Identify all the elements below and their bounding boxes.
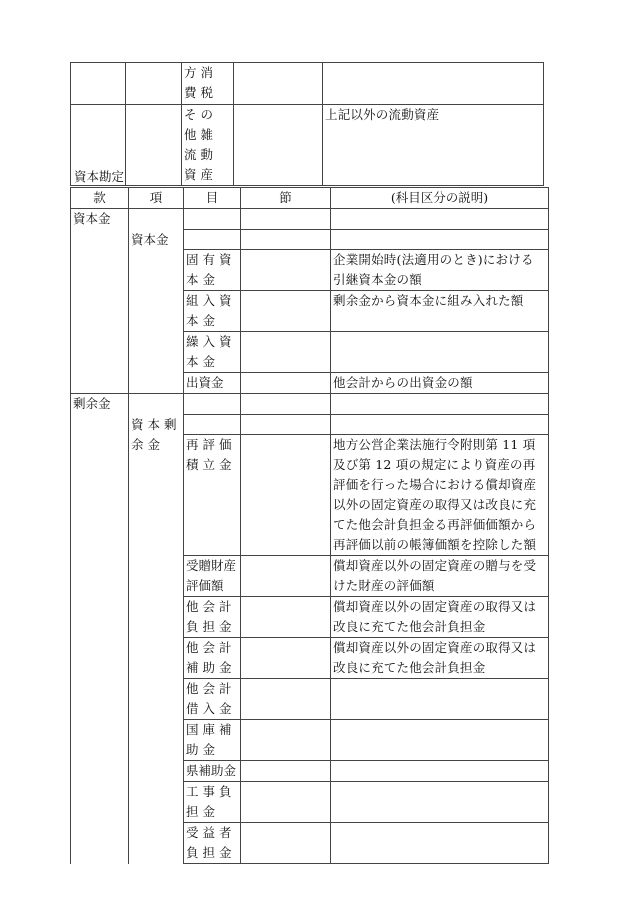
kan-cell [71,63,126,105]
kou-cell [126,63,182,105]
moku-cell [184,415,241,435]
header-moku: 目 [184,188,241,209]
capital-account-table [70,187,549,864]
kou-cell: 資本金 [129,230,184,394]
moku-cell: 他会計負担金 [184,597,241,638]
moku-cell: 出資金 [184,373,241,394]
section-title: 資本勘定 [74,169,125,184]
setsu-cell [241,823,331,864]
description-cell: 剰余金から資本金に組み入れた額 [331,291,549,332]
setsu-cell [241,638,331,679]
description-cell [331,782,549,823]
moku-cell: 他会計補助金 [184,638,241,679]
moku-cell: 固有資本金 [184,250,241,291]
moku-cell [184,394,241,415]
description-cell: 償却資産以外の固定資産の取得又は改良に充てた他会計負担金 [331,638,549,679]
description-cell [331,720,549,761]
moku-cell: 県補助金 [184,761,241,782]
moku-cell [184,209,241,230]
moku-cell: 工事負担金 [184,782,241,823]
header-description: (科目区分の説明) [331,188,549,209]
description-cell [331,415,549,435]
description-cell [331,761,549,782]
setsu-cell [234,105,323,186]
setsu-cell [241,597,331,638]
setsu-cell [241,782,331,823]
setsu-cell [241,394,331,415]
setsu-cell [241,679,331,720]
description-cell: 地方公営企業法施行令附則第 11 項及び第 12 項の規定により資産の再評価を行った場合における償却資産以外の固定資産の取得又は改良に充てた他会計負担金る再評価価額から再評価以前の帳簿価額を控除した額 [331,435,549,556]
moku-cell [184,230,241,250]
setsu-cell [241,761,331,782]
kan-cell: 資本金 [71,209,129,394]
setsu-cell [234,63,323,105]
description-cell: 償却資産以外の固定資産の取得又は改良に充てた他会計負担金 [331,597,549,638]
table-row [71,415,549,435]
setsu-cell [241,230,331,250]
description-cell [331,230,549,250]
description-cell: 企業開始時(法適用のとき)における引継資本金の額 [331,250,549,291]
table-row [71,105,544,186]
setsu-cell [241,291,331,332]
setsu-cell [241,556,331,597]
description-cell [331,332,549,373]
description-cell [331,394,549,415]
moku-cell: 受益者負担金 [184,823,241,864]
moku-cell: 国庫補助金 [184,720,241,761]
description-cell: 他会計からの出資金の額 [331,373,549,394]
kou-cell [129,394,184,415]
table-header-row [71,188,549,209]
setsu-cell [241,373,331,394]
setsu-cell [241,720,331,761]
description-cell [331,823,549,864]
header-kan: 款 [71,188,129,209]
moku-cell: 受贈財産評価額 [184,556,241,597]
table-row [71,209,549,230]
description-cell [331,679,549,720]
setsu-cell [241,250,331,291]
moku-cell: 方消費税 [182,63,234,105]
header-setsu: 節 [241,188,331,209]
moku-cell: その他雑流動資産 [182,105,234,186]
kou-cell [126,105,182,186]
moku-cell: 他会計借入金 [184,679,241,720]
description-cell [323,63,544,105]
setsu-cell [241,415,331,435]
moku-cell: 繰入資本金 [184,332,241,373]
setsu-cell [241,209,331,230]
moku-cell: 再評価積立金 [184,435,241,556]
kou-cell [129,209,184,230]
kan-cell: 剰余金 [71,394,129,864]
table-row [71,63,544,105]
setsu-cell [241,435,331,556]
current-assets-table-continuation [70,62,544,186]
table-row [71,230,549,250]
table-row [71,394,549,415]
kou-cell: 資本剰余金 [129,415,184,864]
description-cell: 上記以外の流動資産 [323,105,544,186]
description-cell [331,209,549,230]
header-kou: 項 [129,188,184,209]
description-cell: 償却資産以外の固定資産の贈与を受けた財産の評価額 [331,556,549,597]
moku-cell: 組入資本金 [184,291,241,332]
setsu-cell [241,332,331,373]
